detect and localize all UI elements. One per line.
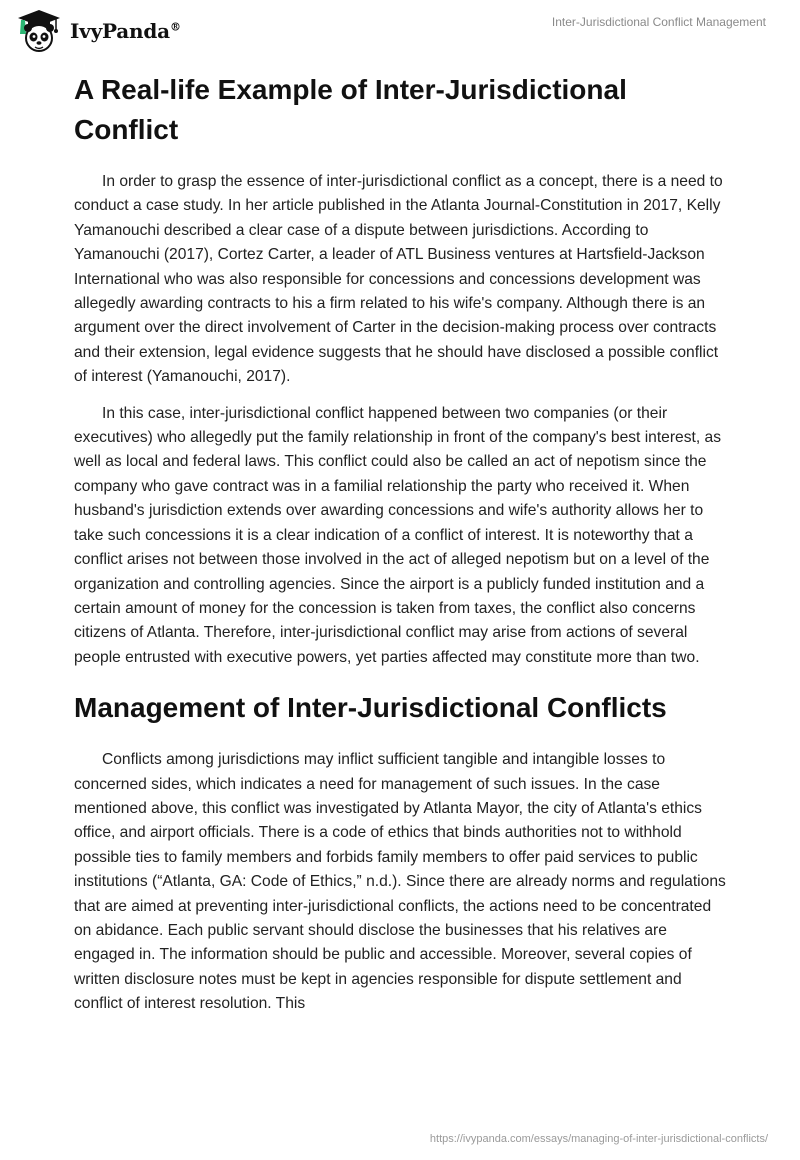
section-heading-real-life-example: A Real-life Example of Inter-Jurisdictional Conflict <box>74 74 627 145</box>
brand-logo[interactable] <box>14 8 181 54</box>
paragraph: In order to grasp the essence of inter-jurisdictional conflict as a concept, there is a need to conduct a case study. In her article published in the Atlanta Journal-Constitution in 2017, Kelly Yamanouchi described a clear case of a dispute between jurisdictions. According to Yamanouchi (2017), Cortez Carter, a leader of ATL Business ventures at Hartsfield-Jackson International who was also responsible for concessions and concessions development was allegedly awarding contracts to his a firm related to his wife's company. Although there is an argument over the direct involvement of Carter in the decision-making process over contracts and their extension, legal evidence suggests that he should have disclosed a possible conflict of interest (Yamanouchi, 2017). <box>74 173 723 386</box>
paragraph: In this case, inter-jurisdictional conflict happened between two companies (or their executives) who allegedly put the family relationship in front of the company's best interest, as well as local and federal laws. This conflict could also be called an act of nepotism since the company who gave contract was in a familial relationship the party who received it. When husband's jurisdiction extends over awarding concessions and wife's authority allows her to take such concessions it is a clear indication of a conflict of interest. It is noteworthy that a conflict arises not between those involved in the act of alleged nepotism but on a level of the organization and controlling agencies. Since the airport is a publicly funded institution and a certain amount of money for the concession is taken from taxes, the conflict also concerns citizens of Atlanta. Therefore, inter-jurisdictional conflict may arise from actions of several people entrusted with executive powers, yet parties affected may constitute more than two. <box>74 404 721 666</box>
section-heading-management: Management of Inter-Jurisdictional Conflicts <box>74 692 667 724</box>
page-header <box>0 0 800 60</box>
brand-name: IvyPanda® <box>70 19 181 43</box>
essay-body <box>74 70 726 1017</box>
source-url[interactable]: https://ivypanda.com/essays/managing-of-inter-jurisdictional-conflicts/ <box>429 1133 768 1145</box>
panda-graduate-icon <box>14 8 64 54</box>
paragraph: Conflicts among jurisdictions may inflict sufficient tangible and intangible losses to concerned sides, which indicates a need for management of such issues. In the case mentioned above, this conflict was investigated by Atlanta Mayor, the city of Atlanta's ethics office, and airport officials. There is a code of ethics that binds authorities not to withhold possible ties to family members and forbids family members to offer paid services to public institutions (“Atlanta, GA: Code of Ethics,” n.d.). Since there are already norms and regulations that are aimed at preventing inter-jurisdictional conflicts, the actions need to be concentrated on abidance. Each public servant should disclose the businesses that his relatives are engaged in. The information should be public and accessible. Moreover, several copies of written disclosure notes must be kept in agencies responsible for dispute settlement and conflict of interest resolution. This <box>74 751 726 1013</box>
document-title: Inter-Jurisdictional Conflict Management <box>551 15 766 29</box>
